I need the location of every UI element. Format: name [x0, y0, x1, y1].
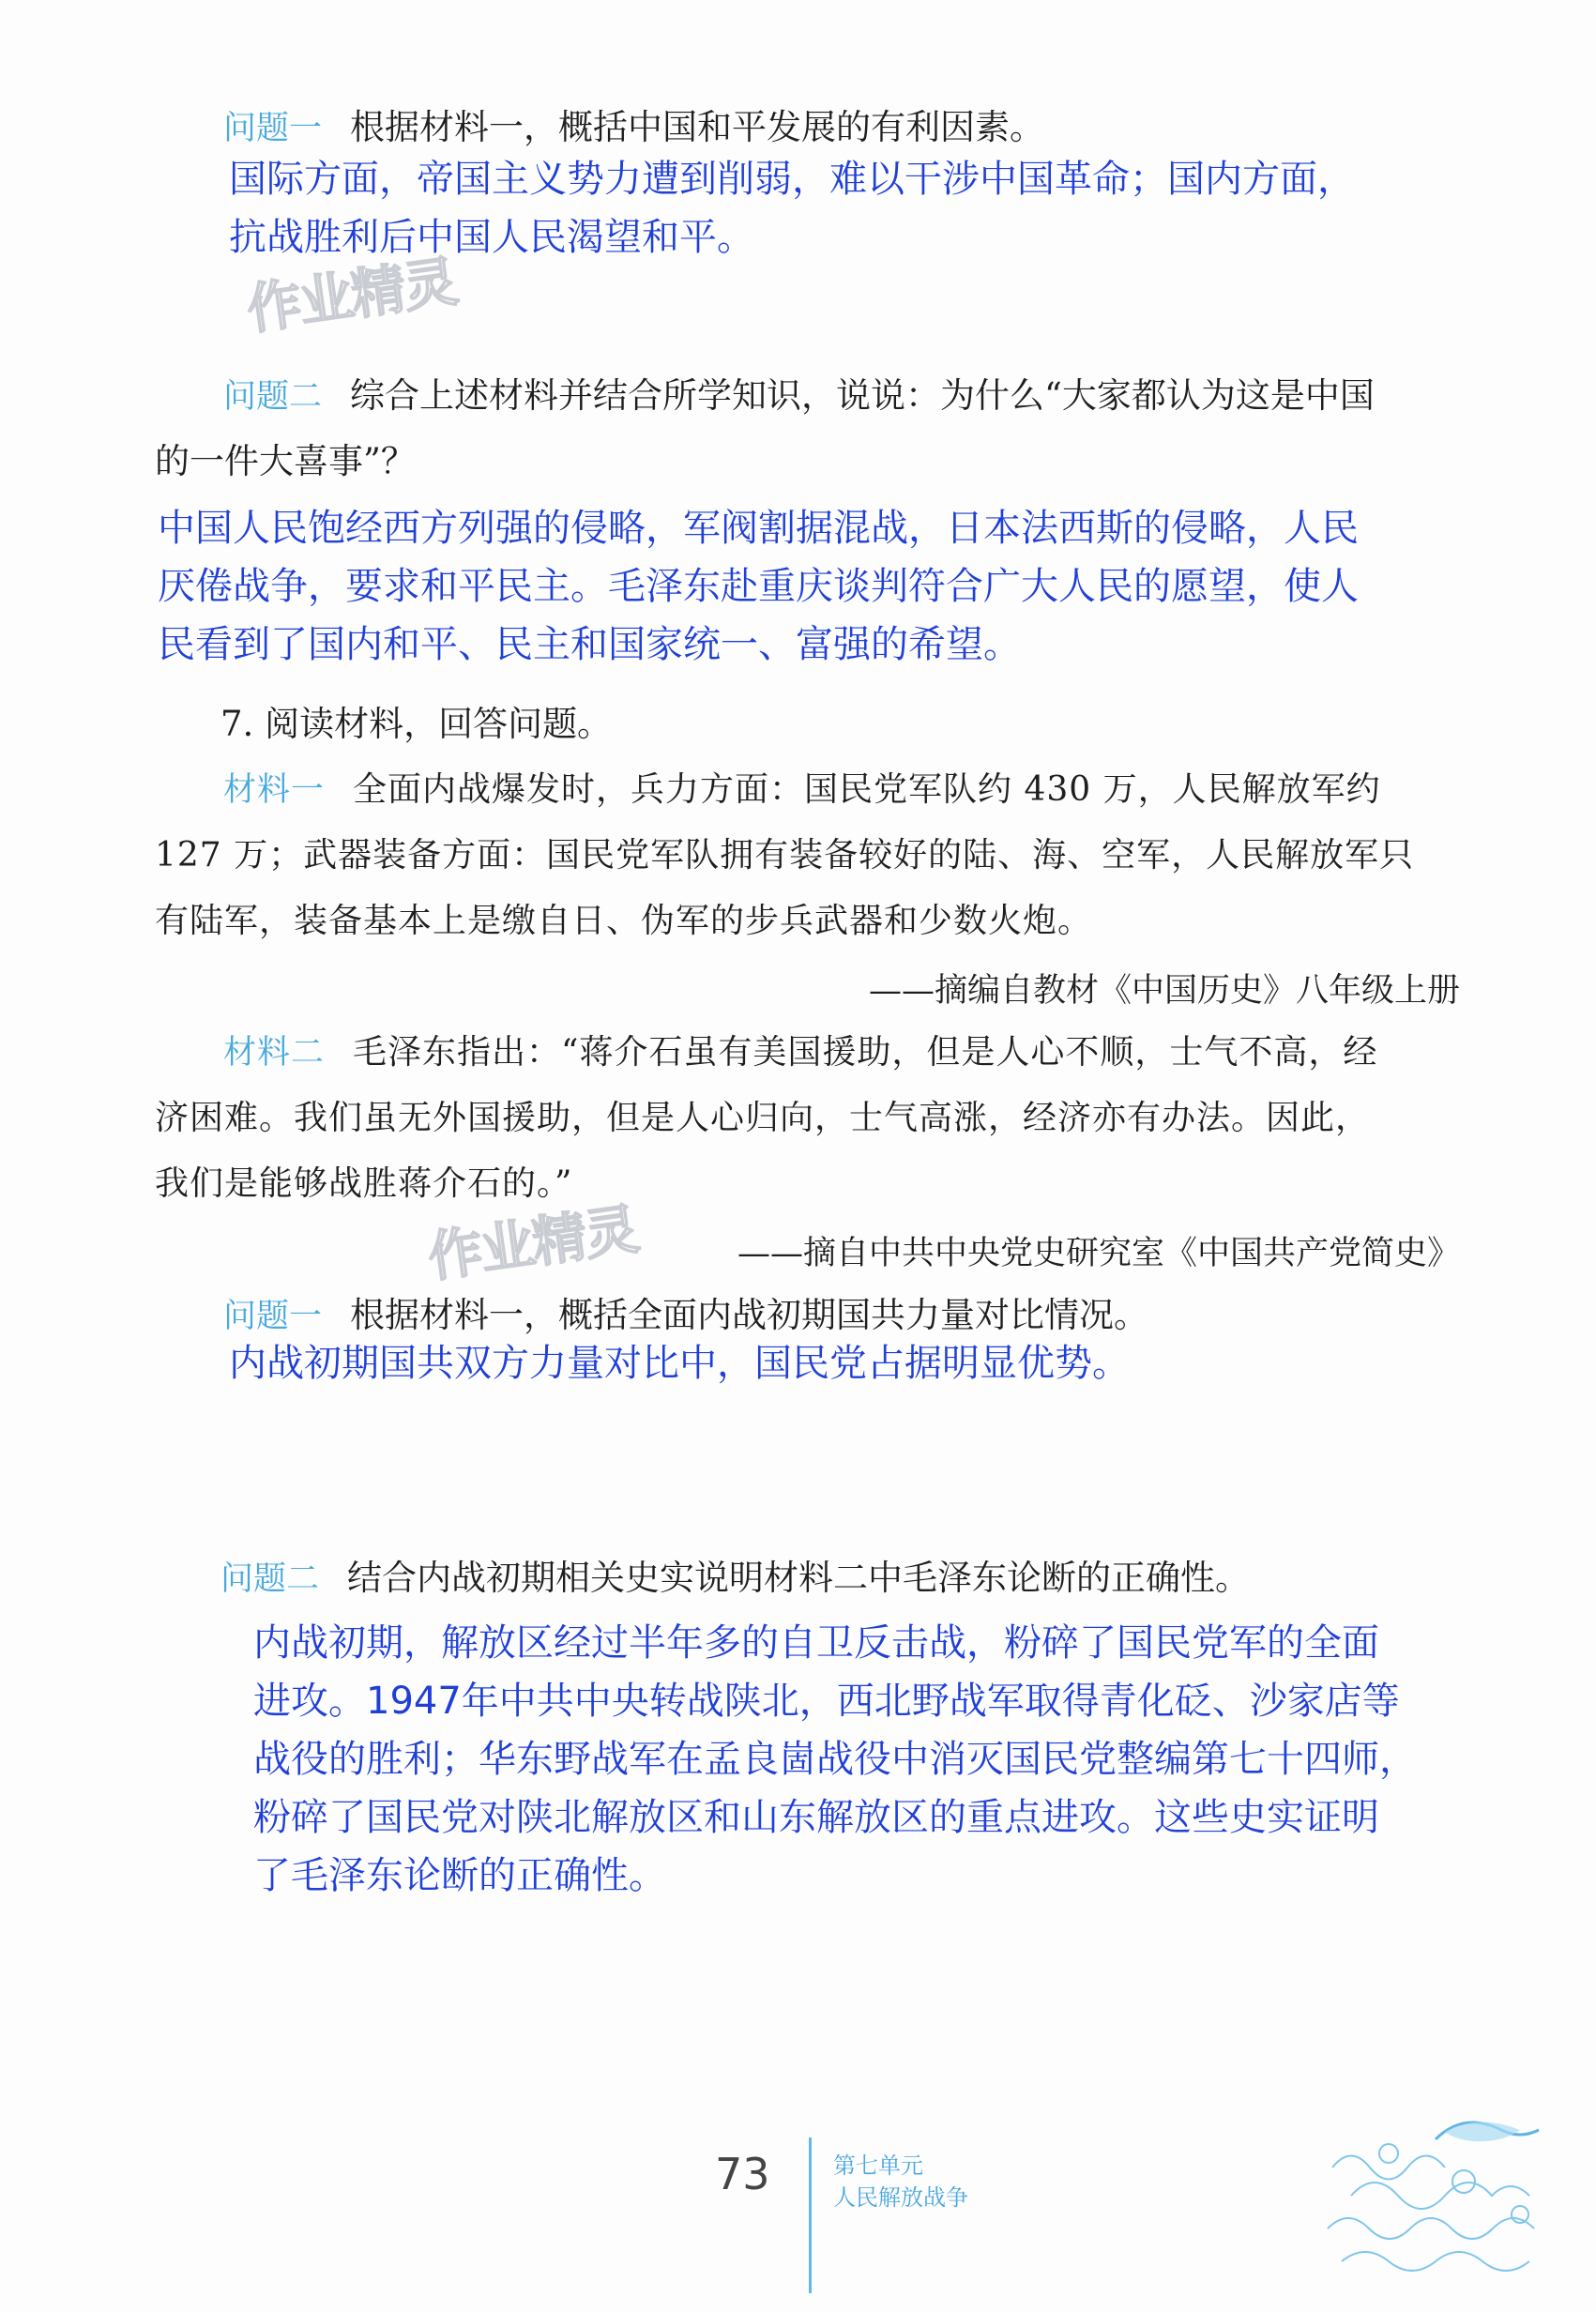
- answer-line: 粉碎了国民党对陕北解放区和山东解放区的重点进攻。这些史实证明: [253, 1796, 1379, 1839]
- answer-line: 国际方面，帝国主义势力遭到削弱，难以干涉中国革命；国内方面，: [229, 158, 1355, 201]
- material-text: 全面内战爆发时，兵力方面：国民党军队约 430 万，人民解放军约: [353, 770, 1381, 809]
- watermark: 作业精灵: [424, 1196, 642, 1290]
- footer-unit: 第七单元: [833, 2152, 923, 2179]
- material-label: 材料二: [223, 1034, 326, 1072]
- material-label: 材料一: [223, 771, 326, 809]
- answer-line: 进攻。1947年中共中央转战陕北，西北野战军取得青化砭、沙家店等: [253, 1680, 1400, 1723]
- material2-line2: 济困难。我们虽无外国援助，但是人心归向，士气高涨，经济亦有办法。因此，: [155, 1099, 1371, 1137]
- answer-line: 了毛泽东论断的正确性。: [253, 1854, 666, 1897]
- watermark: 作业精灵: [243, 249, 461, 342]
- question-label: 问题一: [223, 110, 323, 147]
- material1-line2: 127 万；武器装备方面：国民党军队拥有装备较好的陆、海、空军，人民解放军只: [155, 836, 1415, 875]
- material1-line1: [223, 768, 1381, 813]
- footer-title: 人民解放战争: [833, 2184, 968, 2211]
- material1-line3: 有陆军，装备基本上是缴自日、伪军的步兵武器和少数火炮。: [155, 902, 1093, 940]
- wave-decoration-icon: [1323, 2111, 1576, 2289]
- q6-answer2: [158, 499, 1359, 674]
- q7-answer1: [229, 1334, 1130, 1392]
- question-label: 问题二: [220, 1560, 320, 1598]
- question-label: 问题一: [223, 1298, 323, 1335]
- footer-divider: [809, 2137, 812, 2293]
- question-text: 根据材料一，概括全面内战初期国共力量对比情况。: [350, 1295, 1149, 1335]
- material2-line3: 我们是能够战胜蒋介石的。”: [155, 1164, 573, 1203]
- material2-source: ——摘自中共中央党史研究室《中国共产党简史》: [737, 1235, 1460, 1272]
- q6-question2: [223, 373, 1375, 419]
- question-text: 综合上述材料并结合所学知识，说说：为什么“大家都认为这是中国: [350, 375, 1375, 416]
- q7-answer2: [253, 1614, 1417, 1905]
- q7-question2: [220, 1556, 1250, 1602]
- material-text: 毛泽东指出：“蒋介石虽有美国援助，但是人心不顺，士气不高，经: [353, 1033, 1378, 1072]
- material2-line1: [223, 1030, 1377, 1075]
- question-label: 问题二: [223, 378, 323, 416]
- q7-question1: [223, 1293, 1148, 1339]
- material1-source: ——摘编自教材《中国历史》八年级上册: [868, 972, 1460, 1010]
- answer-line: 战役的胜利；华东野战军在孟良崮战役中消灭国民党整编第七十四师，: [253, 1738, 1417, 1781]
- answer-line: 内战初期国共双方力量对比中，国民党占据明显优势。: [229, 1342, 1130, 1385]
- answer-line: 民看到了国内和平、民主和国家统一、富强的希望。: [158, 623, 1021, 666]
- q6-question1: [223, 105, 1044, 151]
- answer-line: 中国人民饱经西方列强的侵略，军阀割据混战，日本法西斯的侵略，人民: [158, 507, 1359, 550]
- answer-line: 内战初期，解放区经过半年多的自卫反击战，粉碎了国民党军的全面: [253, 1621, 1379, 1665]
- answer-line: 厌倦战争，要求和平民主。毛泽东赴重庆谈判符合广大人民的愿望，使人: [158, 565, 1359, 608]
- page-number: 73: [715, 2149, 770, 2199]
- question-text: 结合内战初期相关史实说明材料二中毛泽东论断的正确性。: [347, 1558, 1251, 1598]
- question-text: 根据材料一，概括中国和平发展的有利因素。: [350, 107, 1045, 147]
- answer-line: 抗战胜利后中国人民渴望和平。: [229, 216, 754, 259]
- q7-heading: 7. 阅读材料，回答问题。: [220, 704, 613, 744]
- q6-question2-cont: 的一件大喜事”？: [155, 441, 416, 481]
